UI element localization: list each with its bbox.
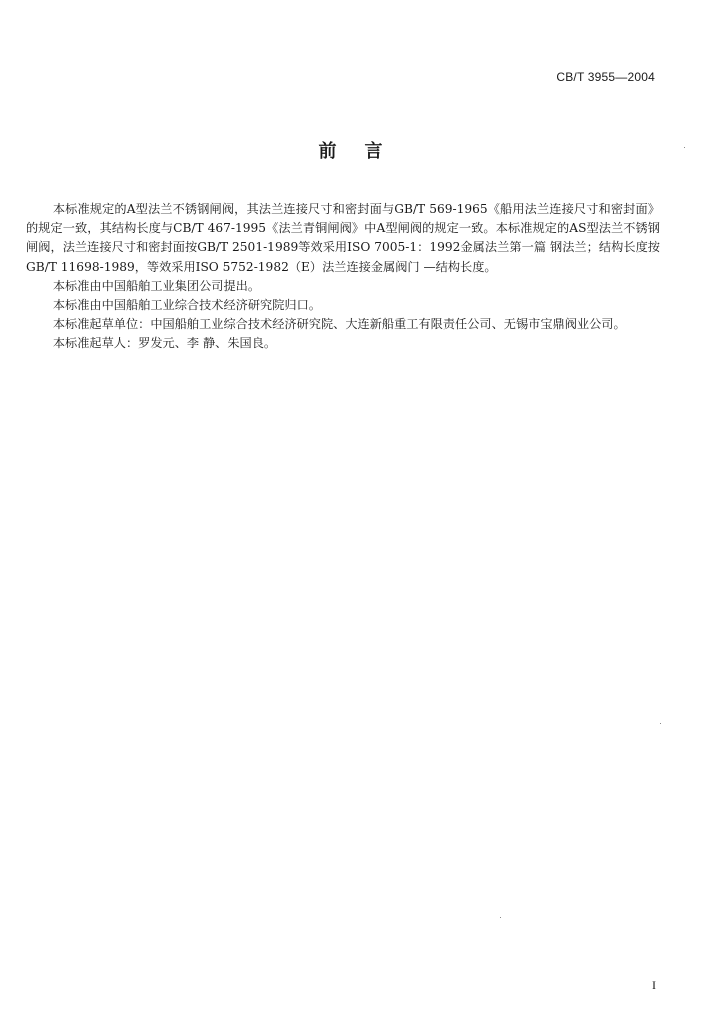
paragraph-proposer: 本标准由中国船舶工业集团公司提出。 [52, 278, 261, 293]
scan-speck [500, 917, 501, 918]
page-title: 前言 [318, 141, 411, 162]
paragraph-drafting-units: 本标准起草单位：中国船舶工业综合技术经济研究院、大连新船重工有限责任公司、无锡市宝鼎阀业公司。 [52, 317, 626, 332]
paragraph-centralized-unit: 本标准由中国船舶工业综合技术经济研究院归口。 [52, 298, 321, 313]
scan-speck [684, 147, 685, 148]
scan-speck [660, 723, 661, 724]
paragraph-drafters: 本标准起草人：罗发元、李 静、朱国良。 [52, 336, 277, 351]
foreword-body [26, 200, 660, 354]
standard-code: CB/T 3955—2004 [556, 70, 655, 84]
paragraph-scope: 本标准规定的A型法兰不锈钢闸阀，其法兰连接尺寸和密封面与GB/T 569-1965《船用法兰连接尺寸和密封面》的规定一致，其结构长度与CB/T 467-1995《法兰青铜闸阀》中A型闸阀的规定一致。本标准规定的AS型法兰不锈钢闸阀，法兰连接尺寸和密封面按GB/T 2501-1989等效采用ISO 7005-1：1992金属法兰第一篇 钢法兰；结构长度按GB/T 11698-1989，等效采用ISO 5752-1982（E）法兰连接金属阀门 —结构长度。 [26, 202, 660, 274]
page-number: I [652, 978, 656, 992]
